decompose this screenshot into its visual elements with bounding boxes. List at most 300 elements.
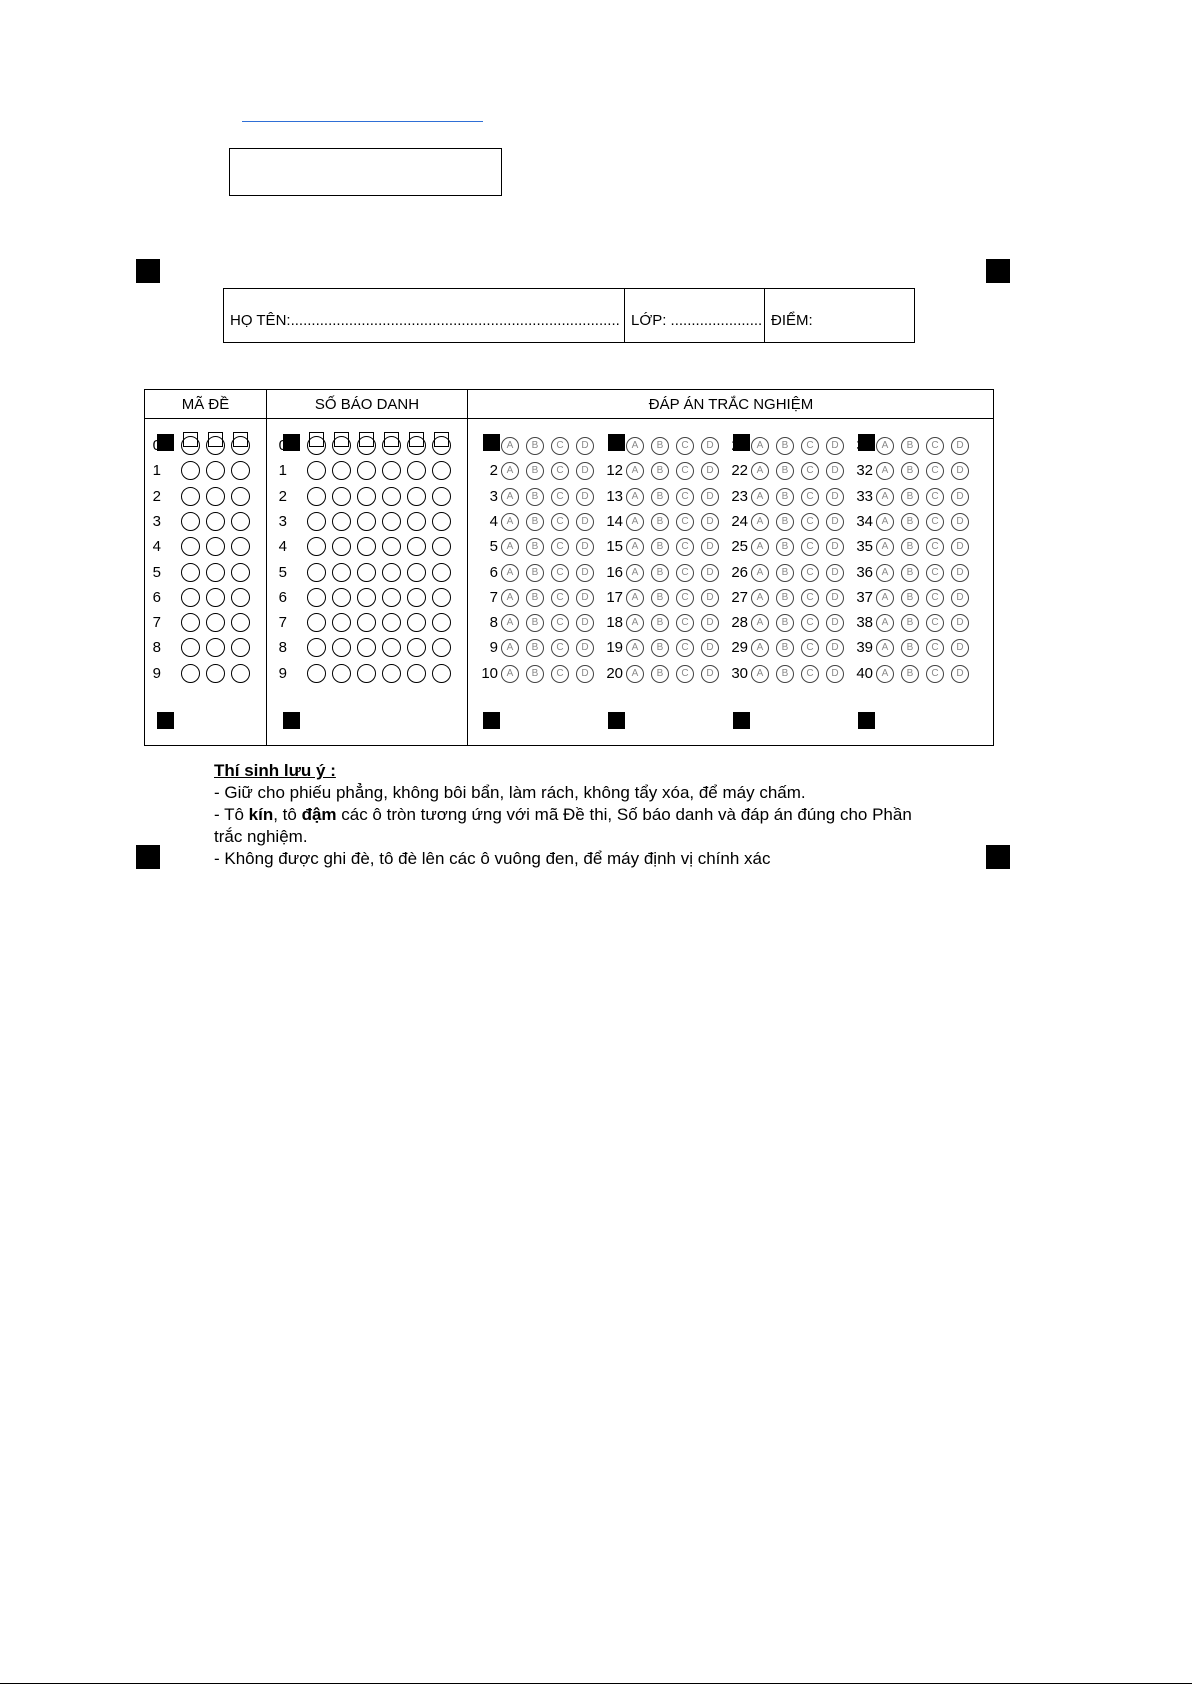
answer-bubble-b[interactable]: B bbox=[776, 462, 794, 480]
answer-bubble-d[interactable]: D bbox=[951, 462, 969, 480]
answer-bubble-a[interactable]: A bbox=[626, 462, 644, 480]
sbd-bubble[interactable] bbox=[432, 537, 451, 556]
question-number: 31 bbox=[856, 437, 873, 454]
digit-label: 8 bbox=[152, 639, 161, 657]
answer-bubble-a[interactable]: A bbox=[501, 488, 519, 506]
answer-bubble-b[interactable]: B bbox=[776, 488, 794, 506]
digit-label: 6 bbox=[152, 588, 161, 606]
ma-de-header: MÃ ĐỀ bbox=[181, 395, 230, 413]
question-number: 8 bbox=[489, 614, 498, 632]
answer-bubble-c[interactable]: C bbox=[551, 488, 569, 506]
sbd-bubble[interactable] bbox=[357, 436, 376, 455]
answer-bubble-b[interactable]: B bbox=[526, 564, 544, 582]
alignment-marker-top-right bbox=[986, 259, 1010, 283]
ma-de-bubble[interactable] bbox=[206, 563, 225, 582]
answer-bubble-b[interactable]: B bbox=[901, 437, 919, 455]
answer-bubble-c[interactable]: C bbox=[801, 639, 819, 657]
answer-bubble-a[interactable]: A bbox=[501, 538, 519, 556]
answer-bubble-b[interactable]: B bbox=[526, 488, 544, 506]
sbd-bubble[interactable] bbox=[407, 613, 426, 632]
answer-bubble-a[interactable]: A bbox=[501, 513, 519, 531]
answer-bubble-b[interactable]: B bbox=[901, 564, 919, 582]
answer-bubble-c[interactable]: C bbox=[676, 639, 694, 657]
timing-mark bbox=[483, 712, 500, 729]
answer-bubble-a[interactable]: A bbox=[751, 538, 769, 556]
question-number: 5 bbox=[489, 538, 498, 556]
answer-bubble-b[interactable]: B bbox=[901, 614, 919, 632]
answer-bubble-a[interactable]: A bbox=[751, 665, 769, 683]
answer-bubble-d[interactable]: D bbox=[701, 639, 719, 657]
ma-de-bubble[interactable] bbox=[206, 487, 225, 506]
answer-bubble-b[interactable]: B bbox=[526, 614, 544, 632]
question-number: 3 bbox=[489, 487, 498, 505]
answer-bubble-a[interactable]: A bbox=[626, 589, 644, 607]
ma-de-bubble[interactable] bbox=[206, 588, 225, 607]
note-line-2 bbox=[214, 804, 934, 848]
answer-bubble-b[interactable]: B bbox=[776, 564, 794, 582]
answer-bubble-d[interactable]: D bbox=[826, 639, 844, 657]
answer-bubble-b[interactable]: B bbox=[526, 639, 544, 657]
sbd-bubble[interactable] bbox=[332, 512, 351, 531]
answer-bubble-d[interactable]: D bbox=[576, 462, 594, 480]
sbd-bubble[interactable] bbox=[357, 487, 376, 506]
answer-bubble-c[interactable]: C bbox=[676, 488, 694, 506]
alignment-marker-bottom-right bbox=[986, 845, 1010, 869]
answer-bubble-c[interactable]: C bbox=[551, 538, 569, 556]
question-number: 11 bbox=[607, 437, 623, 454]
ma-de-bubble[interactable] bbox=[206, 613, 225, 632]
answer-bubble-d[interactable]: D bbox=[576, 513, 594, 531]
ma-de-bubble[interactable] bbox=[231, 436, 250, 455]
sbd-bubble[interactable] bbox=[432, 563, 451, 582]
answer-bubble-a[interactable]: A bbox=[751, 639, 769, 657]
answer-bubble-a[interactable]: A bbox=[501, 589, 519, 607]
answer-bubble-a[interactable]: A bbox=[626, 665, 644, 683]
question-number: 1 bbox=[489, 437, 498, 454]
answer-bubble-d[interactable]: D bbox=[701, 462, 719, 480]
answer-bubble-b[interactable]: B bbox=[901, 513, 919, 531]
ma-de-bubble[interactable] bbox=[231, 487, 250, 506]
answers-header: ĐÁP ÁN TRẮC NGHIỆM bbox=[648, 395, 814, 413]
sbd-bubble[interactable] bbox=[357, 588, 376, 607]
answer-bubble-d[interactable]: D bbox=[576, 488, 594, 506]
answer-bubble-a[interactable]: A bbox=[626, 639, 644, 657]
answer-bubble-d[interactable]: D bbox=[576, 639, 594, 657]
answer-bubble-b[interactable]: B bbox=[526, 462, 544, 480]
timing-mark bbox=[608, 712, 625, 729]
answer-bubble-a[interactable]: A bbox=[626, 564, 644, 582]
digit-label: 2 bbox=[152, 487, 161, 505]
answer-bubble-d[interactable]: D bbox=[826, 513, 844, 531]
sbd-bubble[interactable] bbox=[332, 588, 351, 607]
sbd-bubble[interactable] bbox=[382, 512, 401, 531]
ma-de-bubble[interactable] bbox=[181, 512, 200, 531]
answer-bubble-a[interactable]: A bbox=[626, 437, 644, 455]
sbd-bubble[interactable] bbox=[432, 664, 451, 683]
question-number: 10 bbox=[481, 664, 498, 682]
sbd-bubble[interactable] bbox=[407, 487, 426, 506]
answer-bubble-c[interactable]: C bbox=[551, 437, 569, 455]
sbd-bubble[interactable] bbox=[407, 638, 426, 657]
answer-bubble-b[interactable]: B bbox=[901, 589, 919, 607]
answer-bubble-c[interactable]: C bbox=[926, 437, 944, 455]
sbd-bubble[interactable] bbox=[432, 512, 451, 531]
answer-bubble-c[interactable]: C bbox=[551, 665, 569, 683]
sbd-bubble[interactable] bbox=[357, 664, 376, 683]
answer-bubble-b[interactable]: B bbox=[651, 665, 669, 683]
sbd-bubble[interactable] bbox=[382, 436, 401, 455]
answer-bubble-d[interactable]: D bbox=[701, 614, 719, 632]
sbd-bubble[interactable] bbox=[382, 461, 401, 480]
answer-bubble-d[interactable]: D bbox=[826, 462, 844, 480]
answer-bubble-c[interactable]: C bbox=[676, 614, 694, 632]
answer-bubble-d[interactable]: D bbox=[576, 614, 594, 632]
answer-bubble-c[interactable]: C bbox=[801, 564, 819, 582]
class-field[interactable] bbox=[625, 289, 765, 342]
answer-bubble-a[interactable]: A bbox=[876, 488, 894, 506]
answer-bubble-c[interactable]: C bbox=[676, 589, 694, 607]
digit-label: 6 bbox=[278, 588, 287, 606]
answer-bubble-d[interactable]: D bbox=[826, 564, 844, 582]
sbd-bubble[interactable] bbox=[357, 613, 376, 632]
answer-bubble-c[interactable]: C bbox=[801, 665, 819, 683]
answer-bubble-d[interactable]: D bbox=[576, 665, 594, 683]
answer-bubble-d[interactable]: D bbox=[951, 639, 969, 657]
alignment-marker-top-left bbox=[136, 259, 160, 283]
answer-bubble-c[interactable]: C bbox=[926, 614, 944, 632]
sbd-bubble[interactable] bbox=[432, 588, 451, 607]
ma-de-bubble[interactable] bbox=[181, 537, 200, 556]
answer-bubble-a[interactable]: A bbox=[751, 564, 769, 582]
answer-bubble-a[interactable]: A bbox=[876, 665, 894, 683]
answer-bubble-c[interactable]: C bbox=[551, 614, 569, 632]
ma-de-bubble[interactable] bbox=[181, 588, 200, 607]
answer-bubble-b[interactable]: B bbox=[651, 437, 669, 455]
answer-bubble-b[interactable]: B bbox=[651, 488, 669, 506]
ma-de-bubble[interactable] bbox=[181, 638, 200, 657]
answer-bubble-d[interactable]: D bbox=[576, 437, 594, 455]
note-line-2-text: - Tô bbox=[214, 805, 249, 824]
sbd-bubble[interactable] bbox=[382, 563, 401, 582]
ma-de-bubble[interactable] bbox=[231, 664, 250, 683]
answer-bubble-d[interactable]: D bbox=[701, 665, 719, 683]
answer-bubble-b[interactable]: B bbox=[526, 513, 544, 531]
timing-mark bbox=[157, 712, 174, 729]
question-number: 32 bbox=[856, 462, 873, 480]
answer-bubble-c[interactable]: C bbox=[676, 462, 694, 480]
sbd-bubble[interactable] bbox=[307, 613, 326, 632]
sbd-bubble[interactable] bbox=[357, 512, 376, 531]
question-number: 25 bbox=[731, 538, 748, 556]
answer-bubble-c[interactable]: C bbox=[551, 589, 569, 607]
sbd-bubble[interactable] bbox=[307, 638, 326, 657]
answer-bubble-b[interactable]: B bbox=[901, 665, 919, 683]
answer-bubble-b[interactable]: B bbox=[651, 564, 669, 582]
answer-bubble-b[interactable]: B bbox=[776, 614, 794, 632]
sbd-bubble[interactable] bbox=[332, 461, 351, 480]
answer-bubble-d[interactable]: D bbox=[951, 513, 969, 531]
ma-de-bubble[interactable] bbox=[231, 613, 250, 632]
sbd-bubble[interactable] bbox=[407, 563, 426, 582]
ma-de-bubble[interactable] bbox=[206, 512, 225, 531]
note-line-2-text: các ô tròn tương ứng với mã Đề thi, Số báo danh và đáp án đúng cho Phần trắc nghiệm. bbox=[214, 805, 912, 846]
question-number: 16 bbox=[606, 563, 623, 581]
question-number: 24 bbox=[731, 512, 748, 530]
answer-bubble-a[interactable]: A bbox=[626, 538, 644, 556]
ma-de-bubble[interactable] bbox=[206, 461, 225, 480]
answer-bubble-d[interactable]: D bbox=[701, 589, 719, 607]
digit-label: 5 bbox=[278, 563, 287, 581]
sbd-bubble[interactable] bbox=[307, 461, 326, 480]
score-field[interactable] bbox=[765, 289, 914, 342]
ma-de-bubble[interactable] bbox=[181, 487, 200, 506]
answer-bubble-a[interactable]: A bbox=[876, 639, 894, 657]
answer-bubble-b[interactable]: B bbox=[901, 538, 919, 556]
answer-bubble-a[interactable]: A bbox=[751, 437, 769, 455]
sbd-bubble[interactable] bbox=[332, 613, 351, 632]
sbd-bubble[interactable] bbox=[307, 588, 326, 607]
answer-bubble-a[interactable]: A bbox=[876, 614, 894, 632]
answer-bubble-d[interactable]: D bbox=[951, 665, 969, 683]
answer-bubble-d[interactable]: D bbox=[701, 564, 719, 582]
answer-bubble-a[interactable]: A bbox=[501, 665, 519, 683]
sbd-bubble[interactable] bbox=[407, 461, 426, 480]
answer-bubble-d[interactable]: D bbox=[701, 513, 719, 531]
answer-bubble-a[interactable]: A bbox=[501, 437, 519, 455]
answer-bubble-b[interactable]: B bbox=[776, 538, 794, 556]
answer-bubble-b[interactable]: B bbox=[651, 513, 669, 531]
answer-bubble-c[interactable]: C bbox=[676, 538, 694, 556]
answer-bubble-b[interactable]: B bbox=[901, 462, 919, 480]
answer-bubble-b[interactable]: B bbox=[776, 665, 794, 683]
sbd-bubble[interactable] bbox=[407, 588, 426, 607]
answer-bubble-b[interactable]: B bbox=[776, 639, 794, 657]
answer-bubble-d[interactable]: D bbox=[576, 589, 594, 607]
sbd-bubble[interactable] bbox=[407, 664, 426, 683]
answer-bubble-c[interactable]: C bbox=[801, 614, 819, 632]
answer-bubble-d[interactable]: D bbox=[826, 488, 844, 506]
answer-bubble-a[interactable]: A bbox=[626, 614, 644, 632]
answer-bubble-a[interactable]: A bbox=[876, 589, 894, 607]
answer-bubble-d[interactable]: D bbox=[576, 564, 594, 582]
sbd-bubble[interactable] bbox=[307, 664, 326, 683]
ma-de-bubble[interactable] bbox=[206, 638, 225, 657]
sbd-bubble[interactable] bbox=[332, 537, 351, 556]
sbd-bubble[interactable] bbox=[382, 664, 401, 683]
answer-bubble-c[interactable]: C bbox=[801, 462, 819, 480]
answer-bubble-c[interactable]: C bbox=[676, 665, 694, 683]
sbd-bubble[interactable] bbox=[357, 537, 376, 556]
sbd-bubble[interactable] bbox=[357, 563, 376, 582]
answer-bubble-a[interactable]: A bbox=[876, 462, 894, 480]
answer-bubble-d[interactable]: D bbox=[951, 437, 969, 455]
ma-de-bubble[interactable] bbox=[231, 512, 250, 531]
sbd-bubble[interactable] bbox=[382, 638, 401, 657]
sbd-bubble[interactable] bbox=[432, 461, 451, 480]
question-number: 34 bbox=[856, 512, 873, 530]
question-number: 14 bbox=[606, 512, 623, 530]
answer-bubble-c[interactable]: C bbox=[926, 665, 944, 683]
page-bottom-border bbox=[0, 1683, 1192, 1684]
question-number: 38 bbox=[856, 614, 873, 632]
answer-bubble-a[interactable]: A bbox=[876, 538, 894, 556]
answer-bubble-c[interactable]: C bbox=[926, 639, 944, 657]
answer-bubble-c[interactable]: C bbox=[926, 462, 944, 480]
answer-bubble-a[interactable]: A bbox=[876, 513, 894, 531]
sbd-bubble[interactable] bbox=[407, 436, 426, 455]
answer-bubble-d[interactable]: D bbox=[951, 614, 969, 632]
sbd-bubble[interactable] bbox=[307, 512, 326, 531]
answer-bubble-b[interactable]: B bbox=[651, 614, 669, 632]
answer-bubble-c[interactable]: C bbox=[801, 437, 819, 455]
answer-bubble-c[interactable]: C bbox=[551, 564, 569, 582]
answer-bubble-d[interactable]: D bbox=[951, 564, 969, 582]
digit-label: 2 bbox=[278, 487, 287, 505]
ma-de-bubble[interactable] bbox=[181, 613, 200, 632]
ma-de-bubble[interactable] bbox=[181, 436, 200, 455]
answer-bubble-c[interactable]: C bbox=[926, 513, 944, 531]
answer-bubble-d[interactable]: D bbox=[701, 437, 719, 455]
question-number: 30 bbox=[731, 664, 748, 682]
answer-bubble-c[interactable]: C bbox=[676, 564, 694, 582]
question-number: 4 bbox=[489, 512, 498, 530]
answer-bubble-c[interactable]: C bbox=[551, 639, 569, 657]
answer-bubble-b[interactable]: B bbox=[776, 513, 794, 531]
sbd-bubble[interactable] bbox=[332, 487, 351, 506]
ma-de-bubble[interactable] bbox=[206, 664, 225, 683]
digit-label: 4 bbox=[152, 538, 161, 556]
sbd-bubble[interactable] bbox=[307, 487, 326, 506]
answer-bubble-b[interactable]: B bbox=[651, 538, 669, 556]
ma-de-bubble[interactable] bbox=[231, 638, 250, 657]
answer-bubble-a[interactable]: A bbox=[501, 639, 519, 657]
sbd-bubble[interactable] bbox=[332, 563, 351, 582]
answer-bubble-d[interactable]: D bbox=[826, 437, 844, 455]
answer-bubble-b[interactable]: B bbox=[651, 589, 669, 607]
answer-bubble-d[interactable]: D bbox=[701, 538, 719, 556]
answer-bubble-b[interactable]: B bbox=[526, 665, 544, 683]
answer-bubble-c[interactable]: C bbox=[926, 564, 944, 582]
answer-bubble-c[interactable]: C bbox=[801, 513, 819, 531]
answer-bubble-a[interactable]: A bbox=[501, 614, 519, 632]
question-number: 22 bbox=[731, 462, 748, 480]
sbd-bubble[interactable] bbox=[307, 563, 326, 582]
note-line-1: - Giữ cho phiếu phẳng, không bôi bẩn, làm rách, không tẩy xóa, để máy chấm. bbox=[214, 783, 806, 802]
answer-bubble-c[interactable]: C bbox=[551, 462, 569, 480]
sbd-bubble[interactable] bbox=[407, 512, 426, 531]
sbd-bubble[interactable] bbox=[432, 436, 451, 455]
answer-bubble-b[interactable]: B bbox=[901, 639, 919, 657]
digit-label: 3 bbox=[152, 512, 161, 530]
sbd-bubble[interactable] bbox=[382, 487, 401, 506]
answer-bubble-b[interactable]: B bbox=[651, 462, 669, 480]
answer-bubble-a[interactable]: A bbox=[876, 437, 894, 455]
ma-de-bubble[interactable] bbox=[181, 461, 200, 480]
sbd-bubble[interactable] bbox=[357, 461, 376, 480]
ma-de-bubble[interactable] bbox=[231, 588, 250, 607]
sbd-bubble[interactable] bbox=[332, 436, 351, 455]
answer-bubble-b[interactable]: B bbox=[651, 639, 669, 657]
answer-bubble-d[interactable]: D bbox=[826, 589, 844, 607]
answer-bubble-a[interactable]: A bbox=[501, 462, 519, 480]
note-bold-kin: kín bbox=[248, 805, 274, 824]
notes-title: Thí sinh lưu ý : bbox=[214, 761, 336, 780]
sbd-bubble[interactable] bbox=[357, 638, 376, 657]
digit-label: 0 bbox=[152, 437, 161, 454]
answer-bubble-d[interactable]: D bbox=[576, 538, 594, 556]
answer-bubble-a[interactable]: A bbox=[751, 589, 769, 607]
answer-bubble-b[interactable]: B bbox=[776, 589, 794, 607]
answer-bubble-a[interactable]: A bbox=[751, 513, 769, 531]
name-field[interactable] bbox=[224, 289, 625, 342]
ma-de-bubble[interactable] bbox=[231, 461, 250, 480]
question-number: 21 bbox=[731, 437, 748, 454]
answer-bubble-c[interactable]: C bbox=[551, 513, 569, 531]
sbd-bubble[interactable] bbox=[382, 588, 401, 607]
question-number: 2 bbox=[489, 462, 498, 480]
sbd-bubble[interactable] bbox=[432, 487, 451, 506]
answer-bubble-d[interactable]: D bbox=[951, 488, 969, 506]
answer-bubble-a[interactable]: A bbox=[751, 462, 769, 480]
question-number: 29 bbox=[731, 639, 748, 657]
answer-bubble-c[interactable]: C bbox=[676, 513, 694, 531]
answer-bubble-d[interactable]: D bbox=[826, 538, 844, 556]
answer-bubble-b[interactable]: B bbox=[901, 488, 919, 506]
ma-de-bubble[interactable] bbox=[206, 436, 225, 455]
answer-bubble-b[interactable]: B bbox=[526, 437, 544, 455]
answer-bubble-d[interactable]: D bbox=[826, 665, 844, 683]
sbd-bubble[interactable] bbox=[332, 664, 351, 683]
answer-bubble-c[interactable]: C bbox=[801, 488, 819, 506]
ma-de-bubble[interactable] bbox=[206, 537, 225, 556]
answer-bubble-b[interactable]: B bbox=[776, 437, 794, 455]
ma-de-bubble[interactable] bbox=[181, 563, 200, 582]
answer-bubble-a[interactable]: A bbox=[626, 513, 644, 531]
answer-bubble-a[interactable]: A bbox=[626, 488, 644, 506]
sbd-bubble[interactable] bbox=[332, 638, 351, 657]
sbd-bubble[interactable] bbox=[382, 537, 401, 556]
answer-bubble-d[interactable]: D bbox=[951, 589, 969, 607]
answer-bubble-c[interactable]: C bbox=[926, 488, 944, 506]
answer-bubble-a[interactable]: A bbox=[876, 564, 894, 582]
header-divider bbox=[145, 418, 993, 419]
student-info-row bbox=[223, 288, 915, 343]
sbd-bubble[interactable] bbox=[432, 613, 451, 632]
answer-bubble-b[interactable]: B bbox=[526, 538, 544, 556]
ma-de-bubble[interactable] bbox=[181, 664, 200, 683]
answer-bubble-a[interactable]: A bbox=[501, 564, 519, 582]
answer-bubble-d[interactable]: D bbox=[826, 614, 844, 632]
sbd-bubble[interactable] bbox=[307, 537, 326, 556]
ma-de-bubble[interactable] bbox=[231, 537, 250, 556]
answer-bubble-c[interactable]: C bbox=[926, 589, 944, 607]
sbd-bubble[interactable] bbox=[407, 537, 426, 556]
sbd-bubble[interactable] bbox=[307, 436, 326, 455]
answer-bubble-c[interactable]: C bbox=[926, 538, 944, 556]
sbd-bubble[interactable] bbox=[432, 638, 451, 657]
answer-bubble-a[interactable]: A bbox=[751, 488, 769, 506]
answer-bubble-a[interactable]: A bbox=[751, 614, 769, 632]
ma-de-bubble[interactable] bbox=[231, 563, 250, 582]
answer-bubble-d[interactable]: D bbox=[701, 488, 719, 506]
answer-bubble-c[interactable]: C bbox=[801, 538, 819, 556]
answer-bubble-b[interactable]: B bbox=[526, 589, 544, 607]
answer-bubble-d[interactable]: D bbox=[951, 538, 969, 556]
answer-bubble-c[interactable]: C bbox=[676, 437, 694, 455]
sbd-bubble[interactable] bbox=[382, 613, 401, 632]
question-number: 37 bbox=[856, 588, 873, 606]
answer-bubble-c[interactable]: C bbox=[801, 589, 819, 607]
